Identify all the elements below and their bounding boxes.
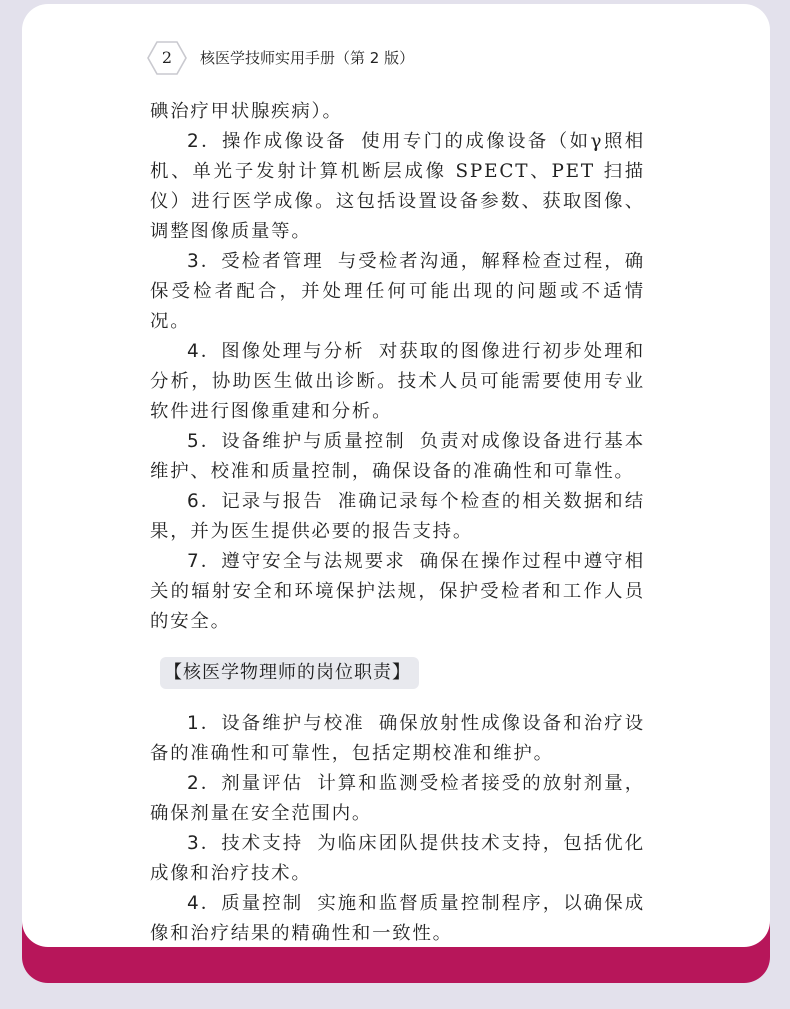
list-item [150,337,645,427]
item-term: 5．设备维护与质量控制 [187,431,406,452]
section-heading: 【核医学物理师的岗位职责】 [160,657,419,689]
list-item [150,547,645,637]
item-term: 2．剂量评估 [187,773,304,794]
item-term: 1．设备维护与校准 [187,713,365,734]
list-item [150,487,645,547]
list-item [150,889,645,949]
page-number: 2 [161,48,173,67]
item-term: 6．记录与报告 [187,491,324,512]
list-item [150,829,645,889]
continuation-paragraph: 碘治疗甲状腺疾病）。 [150,101,343,122]
item-text: 与受检者沟通，解释检查过程，确保受检者配合，并处理任何可能出现的问题或不适情况。 [150,251,645,332]
list-item [150,247,645,337]
item-term: 2．操作成像设备 [187,131,348,152]
item-text: 计算和监测受检者接受的放射剂量，确保剂量在安全范围内。 [150,773,645,824]
item-text: 使用专门的成像设备（如γ照相机、单光子发射计算机断层成像 SPECT、PET 扫描仪）进行医学成像。这包括设置设备参数、获取图像、调整图像质量等。 [150,131,645,242]
item-text: 负责对成像设备进行基本维护、校准和质量控制，确保设备的准确性和可靠性。 [150,431,645,482]
item-term: 4．图像处理与分析 [187,341,365,362]
item-term: 3．受检者管理 [187,251,324,272]
book-page [22,4,770,947]
item-text: 确保在操作过程中遵守相关的辐射安全和环境保护法规，保护受检者和工作人员的安全。 [150,551,645,632]
page-body [150,97,645,949]
list-item [150,427,645,487]
list-item [150,769,645,829]
item-text: 准确记录每个检查的相关数据和结果，并为医生提供必要的报告支持。 [150,491,645,542]
item-term: 7．遵守安全与法规要求 [187,551,406,572]
list-item [150,127,645,247]
item-text: 确保放射性成像设备和治疗设备的准确性和可靠性，包括定期校准和维护。 [150,713,645,764]
item-text: 为临床团队提供技术支持，包括优化成像和治疗技术。 [150,833,645,884]
item-text: 对获取的图像进行初步处理和分析，协助医生做出诊断。技术人员可能需要使用专业软件进行图像重建和分析。 [150,341,645,422]
item-term: 4．质量控制 [187,893,304,914]
list-item [150,709,645,769]
item-text: 实施和监督质量控制程序，以确保成像和治疗结果的精确性和一致性。 [150,893,645,944]
item-term: 3．技术支持 [187,833,304,854]
running-title: 核医学技师实用手册（第 2 版） [200,49,415,67]
page-header [22,40,770,76]
